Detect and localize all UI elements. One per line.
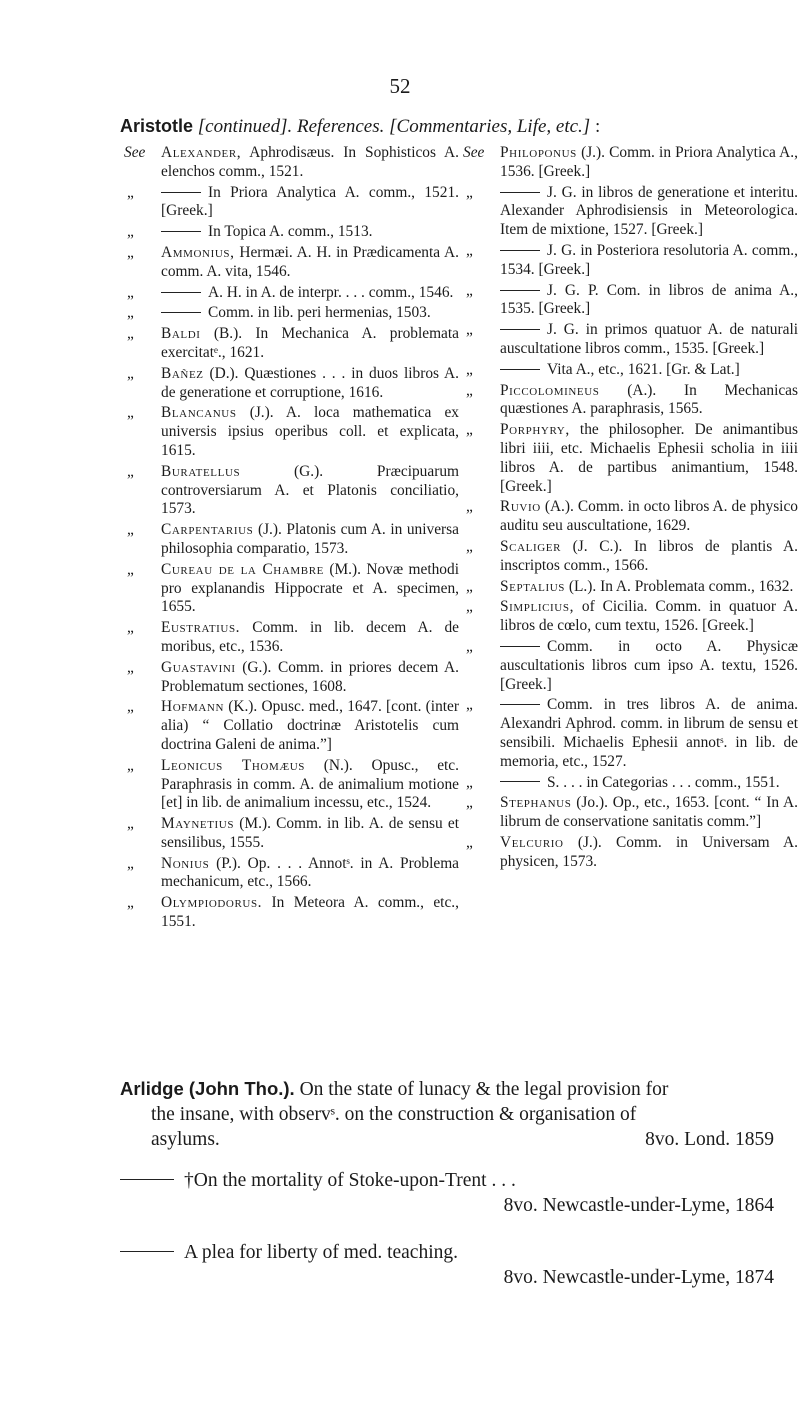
reference-entry — [121, 404, 459, 460]
reference-author: Carpentarius — [161, 521, 254, 539]
reference-entry — [121, 184, 459, 222]
left-column — [121, 144, 459, 934]
entry-marker: „ — [127, 223, 134, 241]
reference-author: Hofmann — [161, 698, 224, 716]
reference-author: Maynetius — [161, 815, 235, 833]
ditto-dash — [500, 369, 540, 370]
reference-author: Alexander, — [161, 144, 242, 161]
ditto-dash — [161, 192, 201, 193]
reference-author: Piccolomineus — [500, 381, 600, 399]
reference-text: (J. C.). In libros de plantis A. inscriptos comm., 1566. — [500, 537, 798, 574]
entry-marker: „ — [127, 304, 134, 322]
reference-entry — [121, 365, 459, 403]
reference-text: In Topica A. comm., 1513. — [208, 223, 373, 241]
reference-entry — [460, 321, 798, 359]
catalog-entry-arlidge — [120, 1076, 774, 1152]
reference-entry — [460, 638, 798, 694]
entry-marker: „ — [127, 283, 134, 301]
reference-text: J. G. in primos quatuor A. de naturali auscultatione libros comm., 1535. [Greek.] — [500, 321, 798, 357]
reference-author: Velcurio — [500, 833, 564, 851]
entry-marker: „ — [127, 560, 134, 578]
ditto-dash — [500, 704, 540, 705]
reference-entry — [121, 325, 459, 363]
reference-author: Buratellus — [161, 462, 241, 480]
reference-entry — [460, 598, 798, 636]
reference-entry — [121, 855, 459, 893]
reference-text: Comm. in tres libros A. de anima. Alexandri Aphrod. comm. in librum de sensu et sensibili. Michaelis Ephesii annotˢ. in lib. de memoria, etc., 1527. — [500, 696, 798, 770]
reference-author: Eustratius. — [161, 619, 241, 637]
ditto-dash — [161, 292, 201, 293]
ditto-dash — [500, 781, 540, 782]
reference-entry — [460, 498, 798, 536]
reference-entry — [121, 659, 459, 697]
reference-author: Blancanus — [161, 404, 237, 422]
reference-text: (A.). Comm. in octo libros A. de physico auditu seu auscultatione, 1629. — [500, 498, 798, 535]
entry-marker: „ — [127, 462, 134, 480]
entry-title: †On the mortality of Stoke-upon-Trent . . . — [184, 1170, 516, 1191]
page-number: 52 — [389, 74, 411, 98]
reference-entry — [121, 561, 459, 617]
reference-text: Comm. in lib. decem A. de moribus, etc., 1536. — [161, 619, 459, 655]
reference-author: Philoponus — [500, 144, 577, 161]
reference-author: Ammonius, — [161, 243, 235, 261]
reference-entry — [460, 361, 798, 380]
reference-text: (J.). A. loca mathematica ex universis ipsius operibus coll. et explicata, 1615. — [161, 404, 459, 459]
ditto-dash — [500, 329, 540, 330]
reference-entry — [460, 578, 798, 597]
entry-marker: „ — [466, 381, 473, 399]
reference-text: (M.). Novæ methodi pro explanandis Hippocrate et A. specimen, 1655. — [161, 560, 459, 616]
reference-author: Cureau de la Chambre — [161, 560, 324, 578]
entry-marker: „ — [466, 183, 473, 201]
reference-author: Scaliger — [500, 537, 562, 555]
reference-text: (G.). Præcipuarum controversiarum A. et Platonis conciliatio, 1573. — [161, 462, 459, 518]
entry-marker: „ — [466, 833, 473, 851]
entry-imprint: 8vo. Newcastle-under-Lyme, 1864 — [503, 1195, 774, 1216]
entry-marker: „ — [466, 637, 473, 655]
reference-text: the philosopher. De animantibus libri iiii, etc. Michaelis Ephesii scholia in iiii libros A. de partibus animantium, 1548. [Greek.] — [500, 421, 798, 495]
heading-commentaries: [Commentaries, Life, etc.] — [389, 116, 591, 137]
reference-text: Aphrodisæus. In Sophisticos A. elenchos comm., 1521. — [161, 144, 460, 180]
entry-marker: „ — [127, 521, 134, 539]
entry-marker: „ — [466, 360, 473, 378]
reference-entry — [460, 242, 798, 280]
entry-title-end: asylums. — [151, 1129, 220, 1150]
reference-text: Hermæi. A. H. in Prædicamenta A. comm. A. vita, 1546. — [161, 243, 459, 280]
entry-marker: „ — [466, 577, 473, 595]
entry-title-cont: the insane, with observˢ. on the construction & organisation of — [151, 1104, 637, 1125]
entry-marker: See — [124, 144, 146, 161]
entry-marker: „ — [127, 404, 134, 422]
reference-author: Olympiodorus. — [161, 894, 263, 912]
reference-entry — [460, 282, 798, 320]
reference-author: Guastavini — [161, 658, 236, 676]
ditto-dash — [500, 250, 540, 251]
entry-marker: „ — [466, 773, 473, 791]
reference-entry — [460, 144, 798, 182]
entry-marker: „ — [466, 321, 473, 339]
reference-author: Baldi — [161, 325, 201, 343]
ditto-dash — [161, 312, 201, 313]
reference-text: Comm. in octo A. Physicæ auscultationis libros cum ipso A. textu, 1526. [Greek.] — [500, 637, 798, 693]
reference-text: (J.). Comm. in Priora Analytica A., 1536. [Greek.] — [500, 144, 798, 180]
reference-text: Comm. in lib. peri hermenias, 1503. — [208, 304, 431, 322]
right-column — [460, 144, 798, 873]
entry-marker: „ — [127, 854, 134, 872]
reference-entry — [121, 284, 459, 303]
reference-text: (P.). Op. . . . Annotˢ. in A. Problema mechanicum, etc., 1566. — [161, 854, 459, 891]
reference-entry — [460, 774, 798, 793]
heading-references: References. — [296, 116, 385, 137]
reference-text: Vita A., etc., 1621. [Gr. & Lat.] — [547, 360, 740, 378]
reference-author: Simplicius, — [500, 598, 575, 616]
reference-author: Septalius — [500, 577, 566, 595]
reference-entry — [121, 619, 459, 657]
entry-marker: „ — [466, 241, 473, 259]
reference-entry — [121, 304, 459, 323]
reference-entry — [460, 421, 798, 496]
reference-entry — [460, 538, 798, 576]
reference-author: Nonius — [161, 854, 210, 872]
reference-entry — [121, 894, 459, 932]
reference-text: (G.). Comm. in priores decem A. Problematum sectiones, 1608. — [161, 658, 459, 695]
entry-imprint: 8vo. Lond. 1859 — [645, 1129, 774, 1150]
reference-text: J. G. in libros de generatione et interitu. Alexander Aphrodisiensis in Meteorologica. Item de mixtione, 1527. [Greek.] — [500, 183, 798, 239]
entry-marker: „ — [466, 498, 473, 516]
ditto-dash — [120, 1179, 174, 1180]
heading-author: Aristotle — [120, 116, 194, 136]
entry-marker: See — [463, 144, 485, 161]
entry-marker: „ — [466, 537, 473, 555]
ditto-dash — [500, 646, 540, 647]
entry-marker: „ — [127, 183, 134, 201]
reference-text: In Priora Analytica A. comm., 1521. [Greek.] — [161, 183, 459, 220]
reference-entry — [121, 757, 459, 813]
reference-text: of Cicilia. Comm. in quatuor A. libros de cœlo, cum textu, 1526. [Greek.] — [500, 598, 798, 635]
ditto-dash — [500, 290, 540, 291]
reference-entry — [460, 382, 798, 420]
reference-entry — [121, 521, 459, 559]
reference-author: Leonicus Thomæus — [161, 756, 306, 774]
reference-entry — [460, 184, 798, 240]
entry-marker: „ — [127, 698, 134, 716]
reference-entry — [121, 815, 459, 853]
reference-text: (K.). Opusc. med., 1647. [cont. (inter alia) “ Collatio doctrinæ Aristotelis cum doctrina Galeni de anima.”] — [161, 698, 460, 753]
reference-text: (L.). In A. Problemata comm., 1632. — [568, 577, 794, 595]
reference-text: A. H. in A. de interpr. . . . comm., 1546. — [208, 283, 454, 301]
reference-entry — [460, 794, 798, 832]
catalog-entry-mortality — [120, 1168, 774, 1218]
entry-marker: „ — [127, 756, 134, 774]
entry-marker: „ — [466, 696, 473, 714]
reference-text: (J.). Comm. in Universam A. physicen, 1573. — [500, 833, 798, 870]
reference-entry — [121, 244, 459, 282]
reference-text: (M.). Comm. in lib. A. de sensu et sensilibus, 1555. — [161, 815, 460, 851]
reference-text: (D.). Quæstiones . . . in duos libros A. de generatione et corruptione, 1616. — [161, 364, 459, 401]
reference-text: (N.). Opusc., etc. Paraphrasis in comm. A. de animalium motione [et] in lib. de animalium incessu, etc., 1524. — [161, 756, 459, 812]
reference-text: S. . . . in Categorias . . . comm., 1551. — [547, 773, 780, 791]
entry-marker: „ — [466, 598, 473, 616]
reference-text: (Jo.). Op., etc., 1653. [cont. “ In A. librum de conservatione sanitatis comm.”] — [500, 794, 798, 831]
reference-text: In Meteora A. comm., etc., 1551. — [161, 894, 459, 931]
entry-title: On the state of lunacy & the legal provision for — [299, 1079, 669, 1100]
reference-author: Ruvio — [500, 498, 541, 516]
entry-marker: „ — [127, 243, 134, 261]
entry-title: A plea for liberty of med. teaching. — [184, 1242, 458, 1263]
entry-marker: „ — [466, 281, 473, 299]
entry-marker: „ — [466, 421, 473, 439]
reference-entry — [121, 463, 459, 519]
reference-entry — [121, 698, 459, 754]
reference-entry — [121, 223, 459, 242]
reference-text: (J.). Platonis cum A. in universa philosophia comparatio, 1573. — [161, 521, 459, 557]
reference-author: Stephanus — [500, 794, 572, 812]
reference-text: (B.). In Mechanica A. problemata exercitatᵉ., 1621. — [161, 325, 459, 361]
ditto-dash — [500, 192, 540, 193]
entry-marker: „ — [466, 794, 473, 812]
entry-marker: „ — [127, 619, 134, 637]
reference-author: Bañez — [161, 364, 204, 382]
entry-marker: „ — [127, 658, 134, 676]
reference-author: Porphyry, — [500, 421, 570, 439]
reference-text: (A.). In Mechanicas quæstiones A. paraphrasis, 1565. — [500, 381, 798, 418]
reference-entry — [460, 696, 798, 771]
page-heading — [120, 114, 760, 139]
heading-colon: : — [594, 116, 601, 137]
ditto-dash — [161, 231, 201, 232]
entry-author: Arlidge (John Tho.). — [120, 1078, 295, 1099]
ditto-dash — [120, 1251, 174, 1252]
reference-entry — [460, 834, 798, 872]
entry-imprint: 8vo. Newcastle-under-Lyme, 1874 — [503, 1267, 774, 1288]
reference-entry — [121, 144, 459, 182]
reference-text: J. G. in Posteriora resolutoria A. comm., 1534. [Greek.] — [500, 241, 798, 278]
entry-marker: „ — [127, 325, 134, 343]
entry-marker: „ — [127, 815, 134, 833]
catalog-entry-plea — [120, 1240, 774, 1290]
heading-continued: [continued]. — [197, 116, 293, 137]
entry-marker: „ — [127, 894, 134, 912]
reference-text: J. G. P. Com. in libros de anima A., 1535. [Greek.] — [500, 281, 798, 318]
entry-marker: „ — [127, 364, 134, 382]
